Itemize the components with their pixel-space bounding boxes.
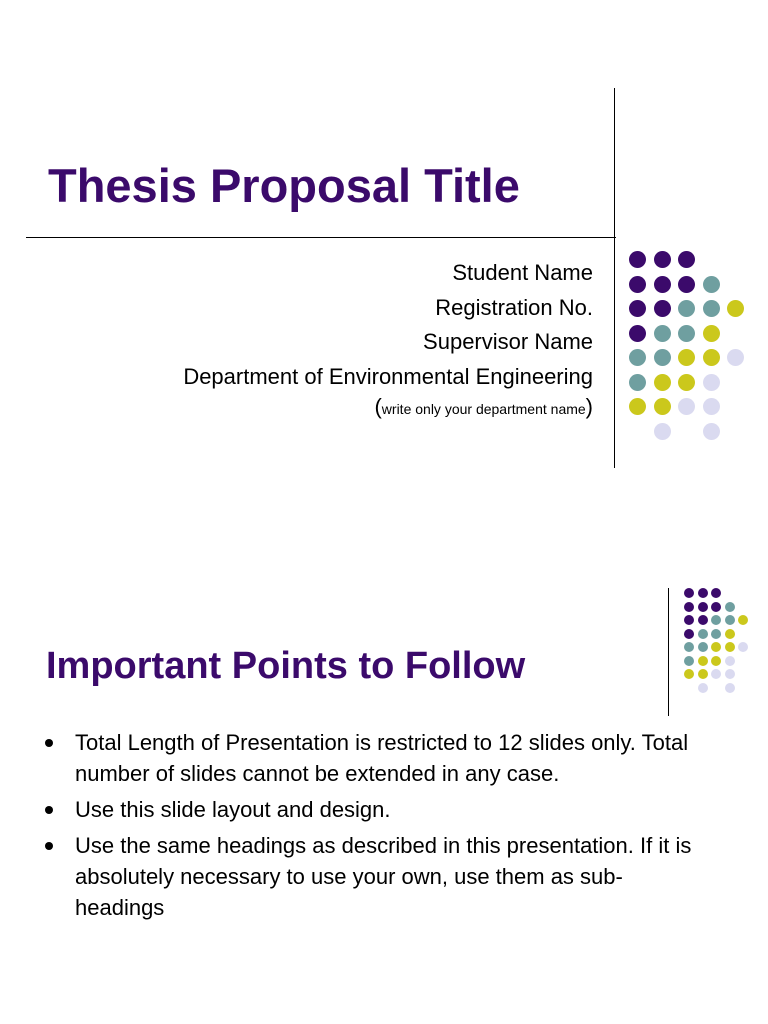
dot-purple <box>629 325 646 342</box>
registration-number: Registration No. <box>435 294 593 320</box>
dot-yellow <box>703 349 720 366</box>
note-open-paren: ( <box>374 394 382 419</box>
dot-lavender <box>727 349 744 366</box>
dot-yellow <box>684 669 694 679</box>
dot-teal <box>654 349 671 366</box>
bullet-item <box>45 794 695 825</box>
dot-lavender <box>698 683 708 693</box>
dot-teal <box>629 374 646 391</box>
dot-purple <box>684 629 694 639</box>
student-name: Student Name <box>452 260 593 285</box>
dot-teal <box>654 325 671 342</box>
dot-yellow <box>703 325 720 342</box>
dot-yellow <box>711 656 721 666</box>
department-note <box>183 394 593 422</box>
bullet-list <box>45 727 695 928</box>
dot-yellow <box>698 669 708 679</box>
dot-purple <box>698 615 708 625</box>
vertical-divider <box>614 88 615 468</box>
dot-teal <box>684 642 694 652</box>
slide-title: Thesis Proposal Title <box>48 159 520 212</box>
vertical-divider <box>668 588 669 716</box>
dot-teal <box>711 629 721 639</box>
dot-purple <box>684 615 694 625</box>
department-name: Department of Environmental Engineering <box>183 363 593 389</box>
note-close-paren: ) <box>585 394 593 419</box>
supervisor-name: Supervisor Name <box>423 329 593 354</box>
dot-purple <box>654 300 671 317</box>
dot-purple <box>629 300 646 317</box>
dot-lavender <box>703 398 720 415</box>
dot-yellow <box>654 398 671 415</box>
dot-purple <box>684 588 694 598</box>
dot-yellow <box>725 642 735 652</box>
bullet-item <box>45 727 695 789</box>
dot-purple <box>654 251 671 268</box>
dot-purple <box>678 251 695 268</box>
dot-teal <box>678 325 695 342</box>
dot-purple <box>654 276 671 293</box>
bullet-text: Use this slide layout and design. <box>75 797 391 822</box>
presenter-info <box>183 256 593 422</box>
dot-purple <box>678 276 695 293</box>
dot-teal <box>725 615 735 625</box>
bullet-item <box>45 830 695 923</box>
dot-yellow <box>725 629 735 639</box>
dot-lavender <box>711 669 721 679</box>
bullet-text: Total Length of Presentation is restricted to 12 slides only. Total number of slides cannot be extended in any case. <box>75 730 689 786</box>
dot-lavender <box>703 423 720 440</box>
dot-yellow <box>629 398 646 415</box>
dot-yellow <box>654 374 671 391</box>
dot-lavender <box>725 656 735 666</box>
dot-purple <box>711 602 721 612</box>
dot-purple <box>684 602 694 612</box>
dot-yellow <box>698 656 708 666</box>
note-text: write only your department name <box>381 401 586 417</box>
horizontal-divider <box>26 237 616 238</box>
dot-teal <box>684 656 694 666</box>
slide-title: Important Points to Follow <box>46 645 526 687</box>
dot-lavender <box>678 398 695 415</box>
dot-lavender <box>725 683 735 693</box>
dot-lavender <box>703 374 720 391</box>
dot-yellow <box>711 642 721 652</box>
dot-yellow <box>678 349 695 366</box>
dot-yellow <box>727 300 744 317</box>
dot-teal <box>703 300 720 317</box>
bullet-text: Use the same headings as described in this presentation. If it is absolutely necessary to use your own, use them as sub-headings <box>75 833 692 920</box>
dot-lavender <box>654 423 671 440</box>
dot-teal <box>725 602 735 612</box>
dot-teal <box>698 629 708 639</box>
bullet-icon <box>45 739 53 747</box>
dot-teal <box>703 276 720 293</box>
dot-teal <box>678 300 695 317</box>
dot-teal <box>698 642 708 652</box>
dot-purple <box>698 588 708 598</box>
dot-purple <box>698 602 708 612</box>
dot-yellow <box>738 615 748 625</box>
content-slide <box>0 512 768 1024</box>
dot-purple <box>629 251 646 268</box>
dot-lavender <box>738 642 748 652</box>
bullet-icon <box>45 806 53 814</box>
dot-purple <box>629 276 646 293</box>
dot-yellow <box>678 374 695 391</box>
dot-teal <box>629 349 646 366</box>
dot-teal <box>711 615 721 625</box>
dot-purple <box>711 588 721 598</box>
bullet-icon <box>45 842 53 850</box>
dot-lavender <box>725 669 735 679</box>
